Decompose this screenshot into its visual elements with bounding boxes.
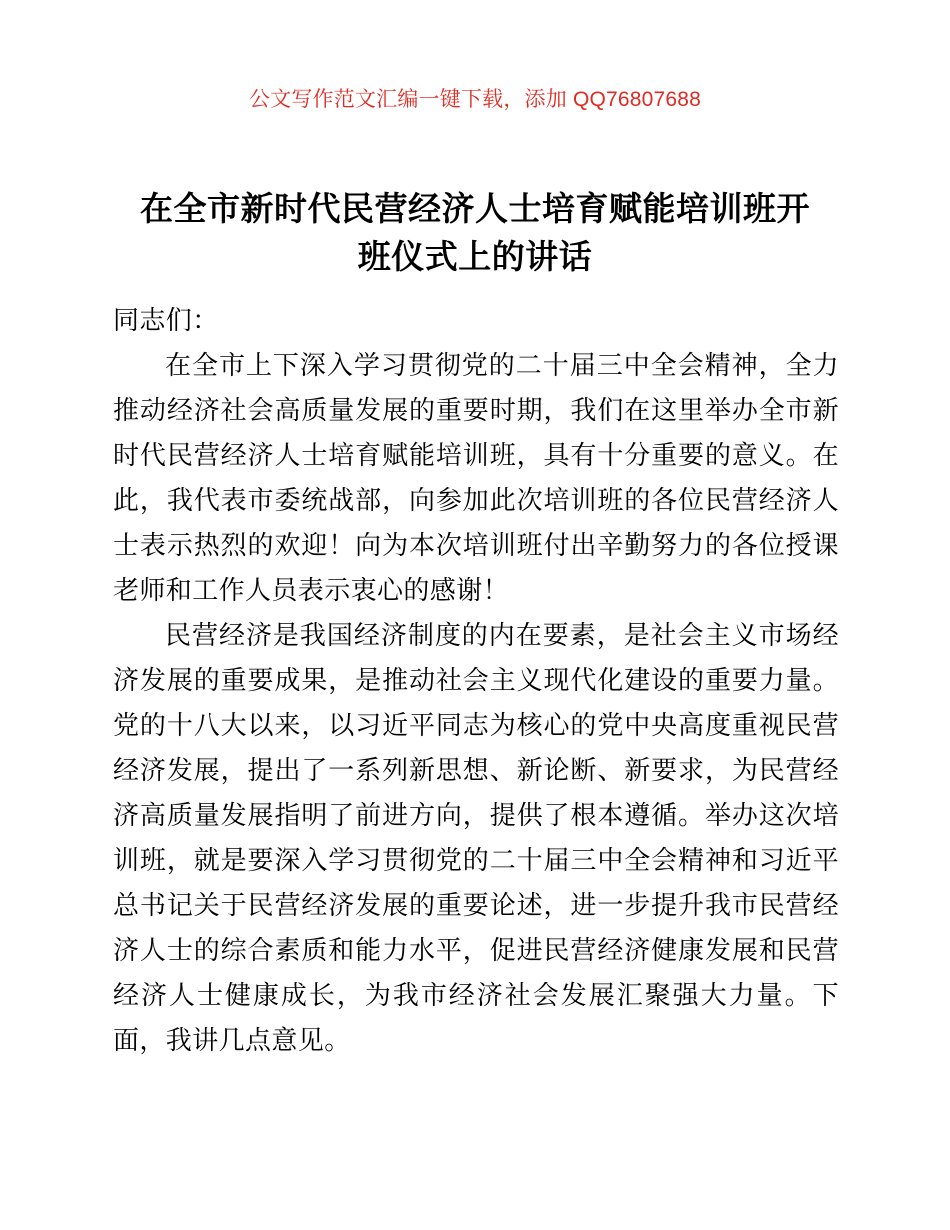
page-title: 在全市新时代民营经济人士培育赋能培训班开班仪式上的讲话 [140,190,810,276]
promo-banner-text: 公文写作范文汇编一键下载，添加 QQ76807688 [248,88,702,111]
salutation: 同志们： [113,305,219,335]
document-body [113,298,839,1063]
body-paragraph-2: 民营经济是我国经济制度的内在要素，是社会主义市场经济发展的重要成果，是推动社会主义现代化建设的重要力量。党的十八大以来，以习近平同志为核心的党中央高度重视民营经济发展，提出了一系列新思想、新论断、新要求，为民营经济高质量发展指明了前进方向，提供了根本遵循。举办这次培训班，就是要深入学习贯彻党的二十届三中全会精神和习近平总书记关于民营经济发展的重要论述，进一步提升我市民营经济人士的综合素质和能力水平，促进民营经济健康发展和民营经济人士健康成长，为我市经济社会发展汇聚强大力量。下面，我讲几点意见。 [113,620,839,1055]
body-paragraph-1: 在全市上下深入学习贯彻党的二十届三中全会精神，全力推动经济社会高质量发展的重要时期，我们在这里举办全市新时代民营经济人士培育赋能培训班，具有十分重要的意义。在此，我代表市委统战部，向参加此次培训班的各位民营经济人士表示热烈的欢迎！向为本次培训班付出辛勤努力的各位授课老师和工作人员表示衷心的感谢！ [113,350,839,605]
